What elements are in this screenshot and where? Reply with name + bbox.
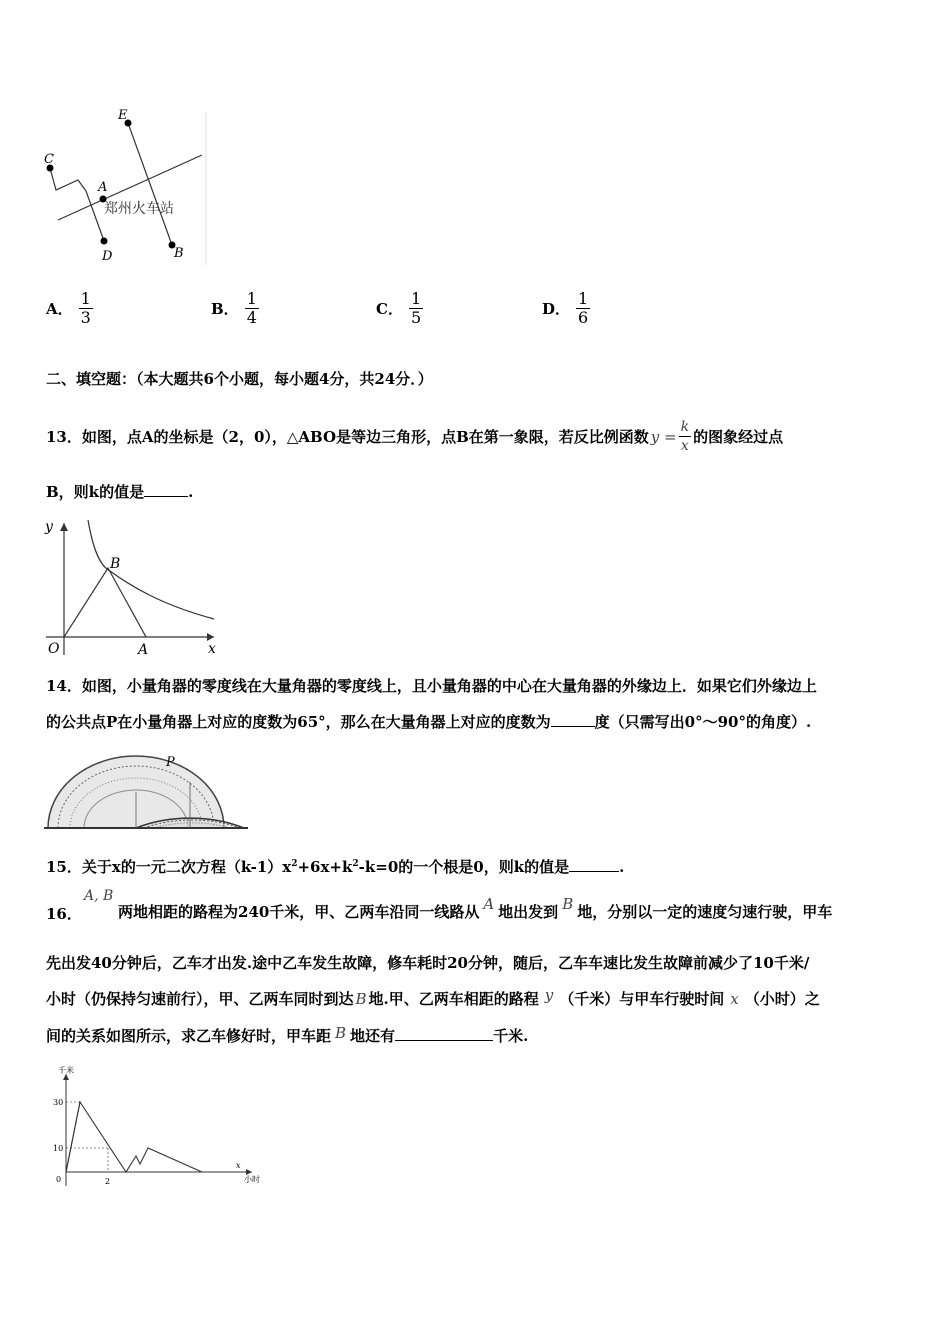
q16-origin: 0: [56, 1175, 62, 1184]
label-d: D: [102, 249, 113, 264]
q15-answer-blank[interactable]: [569, 857, 619, 872]
label-c: C: [44, 152, 54, 167]
q16-y-label: 千米: [58, 1066, 74, 1075]
label-b: B: [174, 246, 184, 261]
q16-ab: A, B: [84, 888, 114, 904]
option-a-letter: A．: [46, 300, 73, 318]
q16-line1: 两地相距的路程为240千米，甲、乙两车沿同一线路从 A 地出发到 B 地，分别以一定的速度匀速行驶，甲车: [118, 895, 833, 921]
option-a-fraction: $\frac{1}{3}$: [80, 289, 91, 327]
q16-answer-blank[interactable]: [395, 1026, 493, 1041]
option-c-fraction: $\frac{1}{5}$: [410, 289, 422, 327]
label-y: y: [45, 519, 53, 535]
label-x: x: [208, 641, 216, 657]
figure-q12-map: [40, 105, 215, 270]
section-heading: 二、填空题：（本大题共6个小题，每小题4分，共24分．）: [46, 370, 433, 388]
q16-x-var: x: [236, 1161, 241, 1170]
option-a[interactable]: [46, 290, 93, 327]
q13-answer-blank[interactable]: [144, 482, 188, 497]
q16-line3: 小时（仍保持匀速前行），甲、乙两车同时到达 B 地.甲、乙两车相距的路程 y （千米）与甲车行驶时间 x （小时）之: [46, 986, 820, 1008]
q13-line1: 13．如图，点A的坐标是（2，0），△ABO是等边三角形，点B在第一象限，若反比例函数 y = $\frac{k}{x}$ 的图象经过点: [46, 419, 784, 454]
option-b-letter: B．: [211, 300, 239, 318]
q16-line4: 间的关系如图所示，求乙车修好时，甲车距 B 地还有 千米.: [46, 1024, 529, 1045]
label-a: A: [98, 180, 108, 195]
label-a: A: [138, 642, 149, 658]
option-c-letter: C．: [376, 300, 403, 318]
label-b: B: [110, 556, 121, 572]
q16-x-label: 小时: [244, 1175, 260, 1184]
q15-text: 15．关于x的一元二次方程$(k-1)x^2+6x+k^2-k=0$的一个根是0，则k的值是 .: [46, 858, 625, 876]
q16-tick-10: 10: [53, 1144, 64, 1153]
figure-q13-graph: [42, 515, 222, 660]
q14-line2: 的公共点P在小量角器上对应的度数为65°，那么在大量角器上对应的度数为 度（只需写出0°～90°的角度）.: [46, 713, 812, 731]
option-b-fraction: $\frac{1}{4}$: [246, 289, 257, 327]
option-b[interactable]: [211, 290, 259, 327]
q14-answer-blank[interactable]: [551, 712, 595, 727]
q16-line2: 先出发40分钟后，乙车才出发.途中乙车发生故障，修车耗时20分钟，随后，乙车车速比发生故障前减少了10千米/: [46, 954, 810, 972]
figure-q16-graph: [40, 1064, 270, 1192]
q13-line2: B，则k的值是 .: [46, 483, 194, 501]
label-o: O: [48, 641, 60, 657]
q13-formula: y = $\frac{k}{x}$: [650, 419, 690, 454]
q16-tick-2: 2: [105, 1177, 111, 1186]
point-d: [101, 238, 108, 245]
station-label: 郑州火车站: [104, 201, 174, 217]
label-p: P: [166, 755, 175, 770]
label-e: E: [118, 108, 128, 123]
q16-distance-line: [66, 1102, 202, 1172]
option-d-letter: D．: [542, 300, 571, 318]
q16-tick-30: 30: [53, 1098, 64, 1107]
q16-number: 16．: [46, 905, 82, 923]
option-d[interactable]: [542, 290, 590, 327]
option-d-fraction: $\frac{1}{6}$: [578, 289, 589, 327]
figure-q14-protractors: [44, 752, 248, 834]
q14-line1: 14．如图，小量角器的零度线在大量角器的零度线上，且小量角器的中心在大量角器的外缘边上．如果它们外缘边上: [46, 677, 817, 695]
option-c[interactable]: [376, 290, 423, 327]
